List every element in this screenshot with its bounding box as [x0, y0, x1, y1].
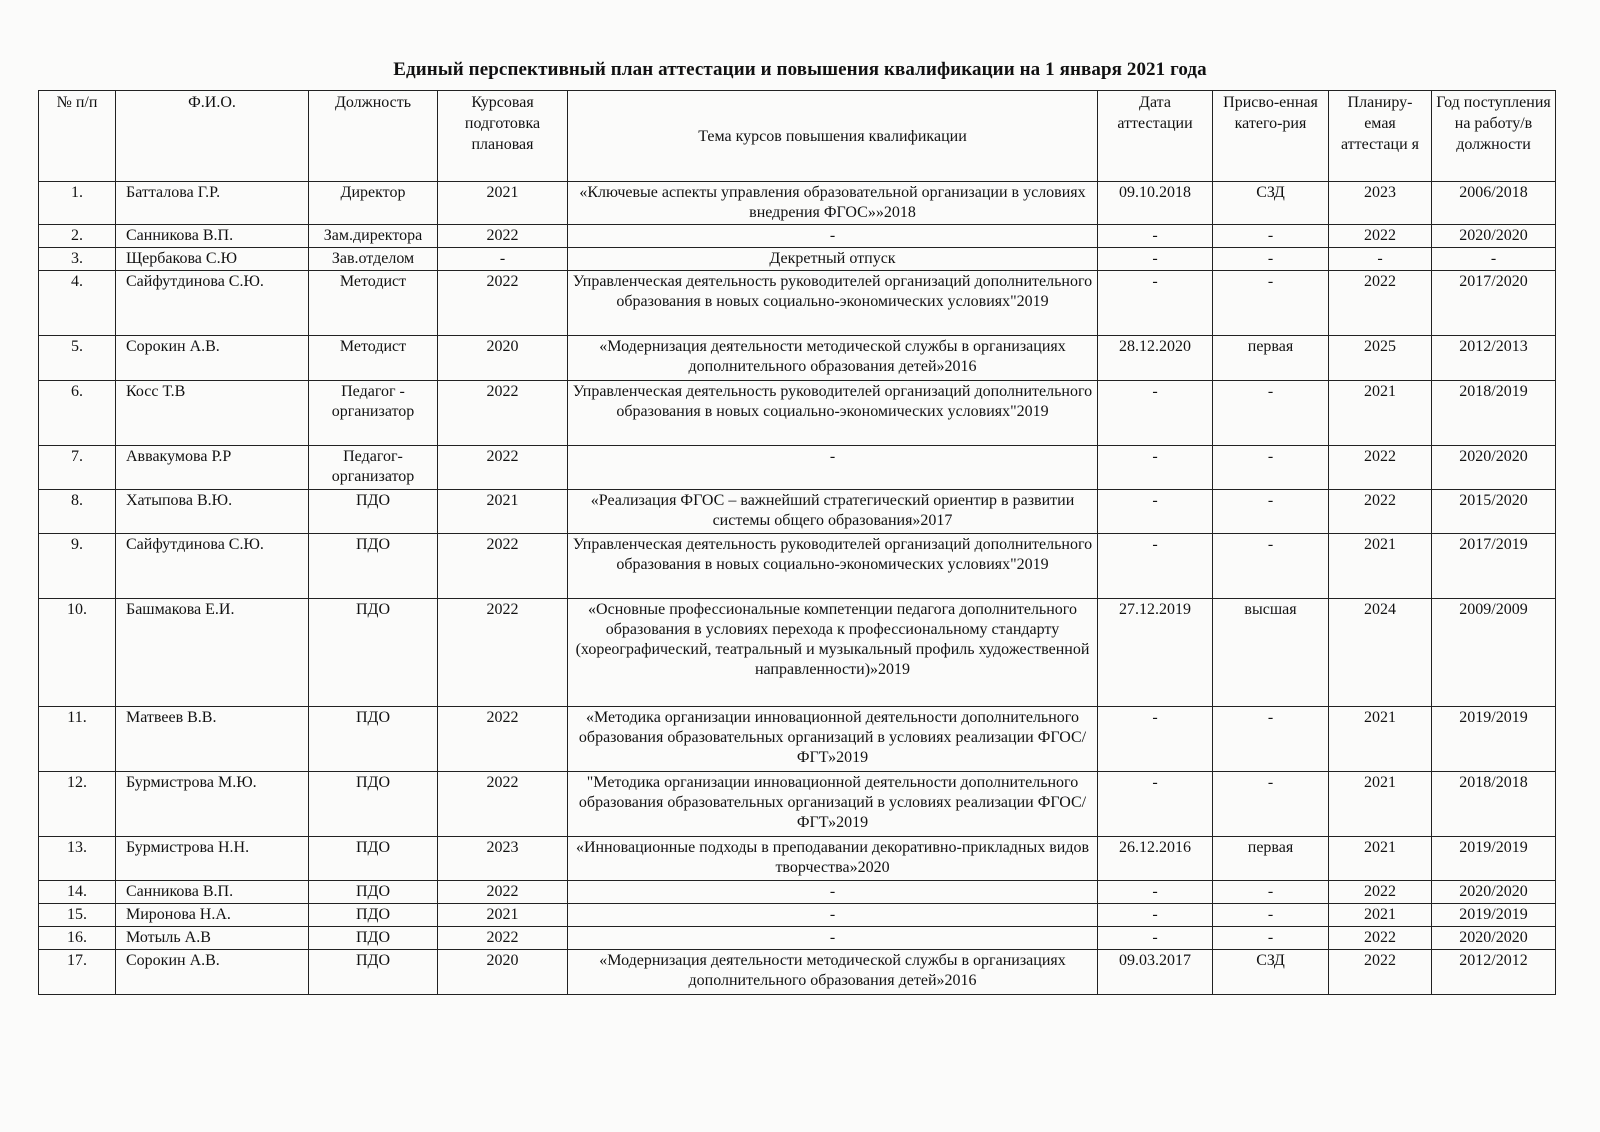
row-number: 14.: [39, 881, 116, 904]
row-year: 2020/2020: [1432, 881, 1556, 904]
row-topic: «Реализация ФГОС – важнейший стратегический ориентир в развитии системы общего образования»2017: [568, 490, 1098, 534]
row-date: 28.12.2020: [1098, 336, 1213, 381]
row-topic: -: [568, 225, 1098, 248]
table-row: [39, 881, 1556, 904]
row-course: 2022: [438, 381, 568, 446]
col-header-number: № п/п: [39, 91, 116, 182]
row-number: 11.: [39, 707, 116, 772]
row-name: Санникова В.П.: [116, 881, 309, 904]
row-planned: 2022: [1329, 490, 1432, 534]
row-topic: «Инновационные подходы в преподавании декоративно-прикладных видов творчества»2020: [568, 837, 1098, 881]
row-number: 6.: [39, 381, 116, 446]
table-row: [39, 707, 1556, 772]
table-row: [39, 927, 1556, 950]
row-topic: Управленческая деятельность руководителей организаций дополнительного образования в новых социально-экономических условиях"2019: [568, 534, 1098, 599]
row-category: -: [1213, 490, 1329, 534]
row-course: 2022: [438, 446, 568, 490]
row-number: 10.: [39, 599, 116, 707]
table-row: [39, 381, 1556, 446]
row-name: Сайфутдинова С.Ю.: [116, 534, 309, 599]
row-year: 2020/2020: [1432, 225, 1556, 248]
row-category: -: [1213, 904, 1329, 927]
row-year: 2018/2019: [1432, 381, 1556, 446]
row-planned: 2023: [1329, 182, 1432, 225]
row-category: первая: [1213, 336, 1329, 381]
row-course: 2022: [438, 599, 568, 707]
page-title: Единый перспективный план аттестации и повышения квалификации на 1 января 2021 года: [393, 59, 1207, 80]
table-row: [39, 336, 1556, 381]
col-header-date: Дата аттестации: [1098, 91, 1213, 182]
row-category: -: [1213, 927, 1329, 950]
row-category: первая: [1213, 837, 1329, 881]
row-position: Педагог - организатор: [309, 381, 438, 446]
row-date: 09.03.2017: [1098, 950, 1213, 995]
row-position: ПДО: [309, 927, 438, 950]
row-planned: 2022: [1329, 950, 1432, 995]
row-category: высшая: [1213, 599, 1329, 707]
row-number: 9.: [39, 534, 116, 599]
table-row: [39, 248, 1556, 271]
col-header-category: Присво-енная катего-рия: [1213, 91, 1329, 182]
row-course: 2022: [438, 534, 568, 599]
row-planned: 2021: [1329, 904, 1432, 927]
row-position: ПДО: [309, 534, 438, 599]
row-topic: "Методика организации инновационной деятельности дополнительного образования образовательных организаций в условиях реализации ФГОС/ФГТ»2019: [568, 772, 1098, 837]
row-position: ПДО: [309, 904, 438, 927]
row-number: 4.: [39, 271, 116, 336]
row-category: -: [1213, 248, 1329, 271]
row-position: ПДО: [309, 772, 438, 837]
row-name: Санникова В.П.: [116, 225, 309, 248]
row-date: -: [1098, 927, 1213, 950]
col-header-year: Год поступления на работу/в должности: [1432, 91, 1556, 182]
row-date: -: [1098, 707, 1213, 772]
row-number: 17.: [39, 950, 116, 995]
row-category: -: [1213, 707, 1329, 772]
row-planned: 2021: [1329, 381, 1432, 446]
attestation-plan-table: [38, 90, 1556, 995]
table-row: [39, 446, 1556, 490]
row-planned: 2021: [1329, 534, 1432, 599]
row-year: 2019/2019: [1432, 707, 1556, 772]
row-category: -: [1213, 381, 1329, 446]
row-position: ПДО: [309, 950, 438, 995]
row-date: 26.12.2016: [1098, 837, 1213, 881]
row-planned: 2021: [1329, 772, 1432, 837]
row-course: 2021: [438, 904, 568, 927]
row-category: -: [1213, 446, 1329, 490]
row-position: ПДО: [309, 837, 438, 881]
table-header-row: [39, 91, 1556, 182]
table-row: [39, 599, 1556, 707]
row-name: Мотыль А.В: [116, 927, 309, 950]
row-category: -: [1213, 772, 1329, 837]
row-planned: 2022: [1329, 225, 1432, 248]
table-row: [39, 837, 1556, 881]
col-header-topic: Тема курсов повышения квалификации: [568, 91, 1098, 182]
row-planned: 2021: [1329, 707, 1432, 772]
row-topic: «Ключевые аспекты управления образовательной организации в условиях внедрения ФГОС»»2018: [568, 182, 1098, 225]
row-course: 2022: [438, 927, 568, 950]
col-header-name: Ф.И.О.: [116, 91, 309, 182]
row-name: Бурмистрова М.Ю.: [116, 772, 309, 837]
row-year: 2019/2019: [1432, 837, 1556, 881]
row-course: 2021: [438, 490, 568, 534]
row-year: -: [1432, 248, 1556, 271]
row-name: Сорокин А.В.: [116, 950, 309, 995]
row-planned: 2022: [1329, 881, 1432, 904]
row-year: 2009/2009: [1432, 599, 1556, 707]
row-topic: «Модернизация деятельности методической службы в организациях дополнительного образования детей»2016: [568, 950, 1098, 995]
row-position: Зав.отделом: [309, 248, 438, 271]
row-name: Сорокин А.В.: [116, 336, 309, 381]
row-category: -: [1213, 534, 1329, 599]
row-name: Бурмистрова Н.Н.: [116, 837, 309, 881]
row-year: 2017/2020: [1432, 271, 1556, 336]
row-number: 7.: [39, 446, 116, 490]
row-category: СЗД: [1213, 950, 1329, 995]
row-position: Директор: [309, 182, 438, 225]
row-name: Косс Т.В: [116, 381, 309, 446]
row-category: -: [1213, 881, 1329, 904]
row-category: СЗД: [1213, 182, 1329, 225]
row-topic: Управленческая деятельность руководителей организаций дополнительного образования в новых социально-экономических условиях"2019: [568, 381, 1098, 446]
col-header-planned: Планиру-емая аттестаци я: [1329, 91, 1432, 182]
row-year: 2012/2012: [1432, 950, 1556, 995]
row-planned: 2022: [1329, 446, 1432, 490]
table-body: [39, 182, 1556, 995]
row-position: ПДО: [309, 599, 438, 707]
row-category: -: [1213, 271, 1329, 336]
row-course: 2020: [438, 950, 568, 995]
table-row: [39, 772, 1556, 837]
row-number: 2.: [39, 225, 116, 248]
row-name: Миронова Н.А.: [116, 904, 309, 927]
row-number: 1.: [39, 182, 116, 225]
row-number: 8.: [39, 490, 116, 534]
row-date: -: [1098, 904, 1213, 927]
table-row: [39, 490, 1556, 534]
row-year: 2018/2018: [1432, 772, 1556, 837]
row-date: -: [1098, 381, 1213, 446]
row-year: 2006/2018: [1432, 182, 1556, 225]
row-date: -: [1098, 490, 1213, 534]
row-date: 09.10.2018: [1098, 182, 1213, 225]
row-position: ПДО: [309, 490, 438, 534]
row-planned: 2022: [1329, 271, 1432, 336]
row-date: 27.12.2019: [1098, 599, 1213, 707]
row-topic: -: [568, 927, 1098, 950]
row-date: -: [1098, 225, 1213, 248]
row-course: 2022: [438, 707, 568, 772]
row-planned: -: [1329, 248, 1432, 271]
row-number: 3.: [39, 248, 116, 271]
row-planned: 2022: [1329, 927, 1432, 950]
row-number: 12.: [39, 772, 116, 837]
col-header-course: Курсовая подготовка плановая: [438, 91, 568, 182]
row-date: -: [1098, 271, 1213, 336]
row-position: ПДО: [309, 881, 438, 904]
row-topic: Декретный отпуск: [568, 248, 1098, 271]
row-number: 15.: [39, 904, 116, 927]
row-planned: 2021: [1329, 837, 1432, 881]
row-position: Зам.директора: [309, 225, 438, 248]
row-course: 2022: [438, 225, 568, 248]
row-topic: «Модернизация деятельности методической службы в организациях дополнительного образования детей»2016: [568, 336, 1098, 381]
row-topic: -: [568, 446, 1098, 490]
row-number: 5.: [39, 336, 116, 381]
row-course: 2023: [438, 837, 568, 881]
table-row: [39, 225, 1556, 248]
row-planned: 2024: [1329, 599, 1432, 707]
row-planned: 2025: [1329, 336, 1432, 381]
row-position: ПДО: [309, 707, 438, 772]
row-course: 2020: [438, 336, 568, 381]
row-year: 2019/2019: [1432, 904, 1556, 927]
row-year: 2012/2013: [1432, 336, 1556, 381]
row-number: 16.: [39, 927, 116, 950]
row-course: -: [438, 248, 568, 271]
table-row: [39, 534, 1556, 599]
row-date: -: [1098, 248, 1213, 271]
row-name: Матвеев В.В.: [116, 707, 309, 772]
col-header-position: Должность: [309, 91, 438, 182]
row-date: -: [1098, 772, 1213, 837]
row-name: Аввакумова Р.Р: [116, 446, 309, 490]
row-name: Хатыпова В.Ю.: [116, 490, 309, 534]
row-position: Методист: [309, 336, 438, 381]
table-row: [39, 950, 1556, 995]
row-name: Щербакова С.Ю: [116, 248, 309, 271]
row-topic: «Основные профессиональные компетенции педагога дополнительного образования в условиях перехода к профессиональному стандарту (хореографический, театральный и музыкальный профиль художественной направленности)»2019: [568, 599, 1098, 707]
table-row: [39, 271, 1556, 336]
row-course: 2022: [438, 271, 568, 336]
row-date: -: [1098, 446, 1213, 490]
row-position: Педагог-организатор: [309, 446, 438, 490]
row-course: 2022: [438, 772, 568, 837]
row-name: Башмакова Е.И.: [116, 599, 309, 707]
table-row: [39, 182, 1556, 225]
row-course: 2022: [438, 881, 568, 904]
row-name: Сайфутдинова С.Ю.: [116, 271, 309, 336]
row-position: Методист: [309, 271, 438, 336]
row-year: 2020/2020: [1432, 927, 1556, 950]
row-name: Батталова Г.Р.: [116, 182, 309, 225]
row-topic: Управленческая деятельность руководителей организаций дополнительного образования в новых социально-экономических условиях"2019: [568, 271, 1098, 336]
row-topic: -: [568, 904, 1098, 927]
row-category: -: [1213, 225, 1329, 248]
table-row: [39, 904, 1556, 927]
row-year: 2017/2019: [1432, 534, 1556, 599]
row-number: 13.: [39, 837, 116, 881]
row-date: -: [1098, 534, 1213, 599]
row-year: 2015/2020: [1432, 490, 1556, 534]
row-topic: «Методика организации инновационной деятельности дополнительного образования образовательных организаций в условиях реализации ФГОС/ФГТ»2019: [568, 707, 1098, 772]
row-course: 2021: [438, 182, 568, 225]
row-topic: -: [568, 881, 1098, 904]
row-year: 2020/2020: [1432, 446, 1556, 490]
row-date: -: [1098, 881, 1213, 904]
